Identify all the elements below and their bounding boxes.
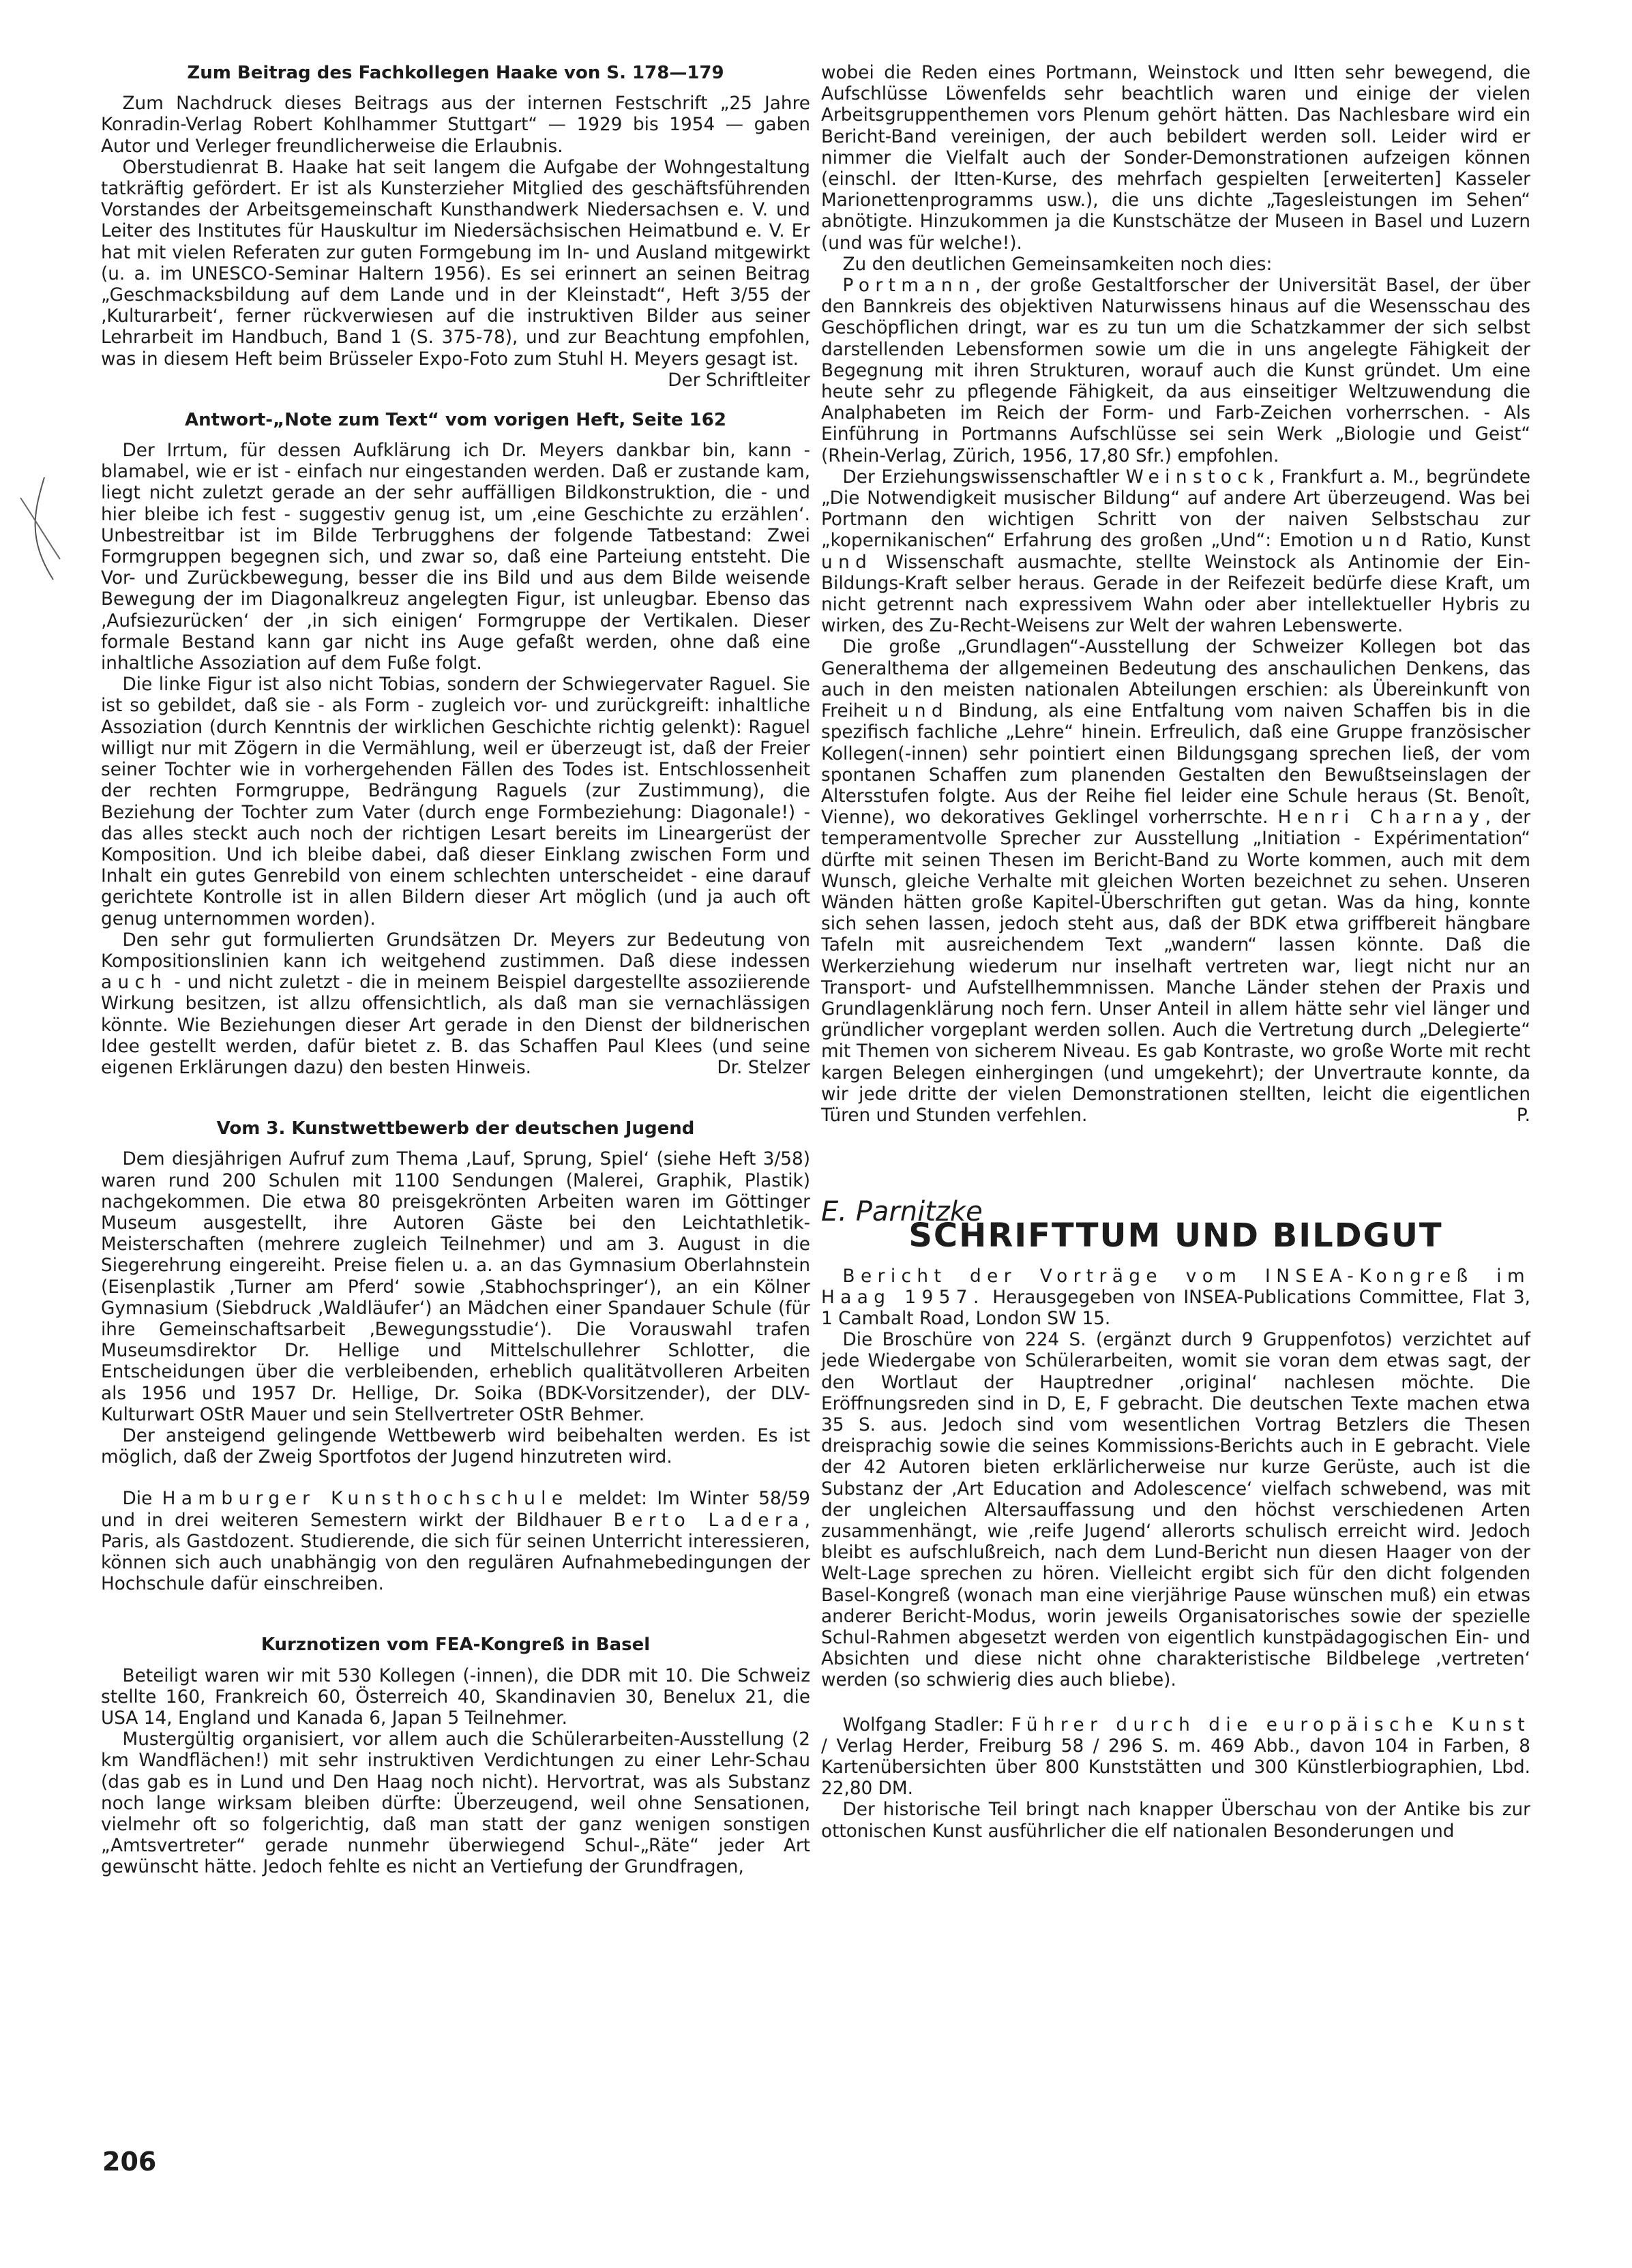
text-run: , Paris, als Gastdozent. Studierende, die sich für seinen Unterricht interessieren, können sich auch unabhängig von den regulären Aufnahmebedingungen der Hochschule dafür einschreiben. [101, 1510, 811, 1595]
section-kunstwettbewerb [101, 1118, 810, 1595]
paragraph [821, 1266, 1530, 1330]
text-run: - und nicht zuletzt - die in meinem Beispiel dargestellte assoziierende Wirkung besitzen, ist allzu offensichtlich, als daß man sie vernachlässigen könnte. Wie Beziehungen dieser Art gerade in den Dienst der bildnerischen Idee gestellt werden, dafür bietet z. B. das Schaffen Paul Klees (und seine eigenen Erklärungen dazu) den besten Hinweis. [101, 972, 810, 1078]
paragraph [821, 275, 1530, 467]
section-heading: Antwort-„Note zum Text“ vom vorigen Heft, Seite 162 [185, 409, 726, 430]
text-run: Die [122, 1489, 153, 1510]
emphasis-spaced: Portmann [842, 275, 976, 297]
emphasis-spaced: Führer durch die europäische Kunst [1011, 1714, 1530, 1735]
paragraph [821, 1715, 1530, 1800]
paragraph: Zu den deutlichen Gemeinsamkeiten noch dies: [842, 254, 1273, 275]
section-haake [101, 63, 810, 391]
text-run: , der temperamentvolle Sprecher zur Ausstellung „Initiation - Expérimentation“ dürfte mit seinen Thesen im Bericht-Band zu Worte kommen, auch mit dem Wunsch, gleiche Verhalte mit gleichen Worten bezeichnet zu sehen. Unseren Wänden hätten große Kapitel-Überschriften gut getan. Was da hing, konnte sich sehen lassen, jedoch steht aus, daß der BDK etwa griffbereit hängbare Tafeln mit ausreichendem Text „wandern“ lassen könnte. Daß die Werkerziehung wiederum nur inselhaft vertreten war, liegt nicht nur an Transport- und Aufstellhemmnissen. Manche Länder stehen der Praxis und Grundlagenklärung noch fern. Unser Anteil in allem hätte sehr viel länger und gründlicher vorgeplant werden sollen. Auch die Vertretung durch „Delegierte“ mit Themen von sicherem Niveau. Es gab Kontraste, wo große Worte mit recht kargen Belegen einhergingen (und umgekehrt); der Unvertraute konnte, da wir jede dritte der vielen Demonstrationen stellten, leicht die eigentlichen Türen und Stunden verfehlen. [821, 807, 1531, 1126]
section-fea-kongress [101, 1635, 810, 1878]
author-name: E. Parnitzke [821, 1196, 983, 1228]
paragraph [101, 157, 810, 391]
text-run: Wissenschaft ausmachte, stellte Weinstock als Antinomie der Ein-Bildungs-Kraft selber heraus. Gerade in der Reifezeit bedürfe diese Kraft, um nicht getrennt nach expressivem Wahn oder aber intellektueller Hybris zu wirken, des Zu-Recht-Weisens zur Welt der wahren Lebenswerte. [821, 552, 1530, 637]
paragraph [821, 637, 1530, 1126]
section-heading: Kurznotizen vom FEA-Kongreß in Basel [261, 1635, 651, 1656]
paragraph: Mustergültig organisiert, vor allem auch die Schülerarbeiten-Ausstellung (2 km Wandflächen!) mit sehr instruktiven Verdichtungen zu einer Lehr-Schau (das gab es in Lund und Den Haag noch nicht). Hervortrat, was als Substanz noch lange wirksam bleiben dürfte: Überzeugend, weil ohne Sensationen, vielmehr oft so folgerichtig, daß man statt der ganz wenigen sonstigen „Amtsvertreter“ gerade nunmehr überwiegend Schul-„Räte“ jeder Art gewünscht hätte. Jedoch fehlte es nicht an Vertiefung der Grundfragen, [101, 1729, 810, 1878]
right-column [821, 63, 1530, 1842]
text-run: Die große „Grundlagen“-Ausstellung der Schweizer Kollegen bot das Generalthema der allgemeinen Bedeutung des anschaulichen Denkens, das auch in den meisten nationalen Abteilungen erschien: als Übereinkunft von Freiheit [821, 637, 1530, 722]
text-run: Ratio, Kunst [1421, 531, 1531, 552]
paragraph: wobei die Reden eines Portmann, Weinstock und Itten sehr bewegend, die Aufschlüsse Löwenfelds sehr beachtlich waren und einige der vielen Arbeitsgruppenthemen vors Plenum gehört hätten. Das Nachlesbare wird ein Bericht-Band vereinigen, der auch bebildert werden soll. Leider wird er nimmer die Vielfalt auch der Sonder-Demonstrationen aufzeigen können (einschl. der Itten-Kurse, des mehrfach gespielten [erweiterten] Kasseler Marionettenprogramms usw.), die uns dichte „Tagesleistungen im Sehen“ abnötigte. Hinzukommen ja die Kunstschätze der Museen in Basel und Luzern (und was für welche!). [821, 63, 1530, 254]
paragraph: Die Broschüre von 224 S. (ergänzt durch 9 Gruppenfotos) verzichtet auf jede Wiedergabe von Schülerarbeiten, womit sie voran dem etwas sagt, der den Wortlaut der Hauptredner ‚original‘ nachlesen möchte. Die Eröffnungsreden sind in D, E, F gebracht. Die deutschen Texte machen etwa 35 S. aus. Jedoch sind vom wesentlichen Vortrag Betzlers die Thesen dreisprachig sowie die seines Kommissions-Berichts auch in E gebracht. Viele der 42 Autoren bieten erklärlicherweise nur kurze Gerüste, auch ist die Substanz der ‚Art Education and Adolescence‘ vielfach schwebend, was mit der ungleichen Altersauffassung und den höchst verschiedenen Arten zusammenhängt, wie ‚reife Jugend‘ allerorts schulisch erreicht wird. Jedoch bleibt es aufschlußreich, nach dem Lund-Bericht nun diesen Haager von der Welt-Lage sprechen zu hören. Vielleicht ergibt sich für den dicht folgenden Basel-Kongreß (wonach man eine vierjährige Pause wünschen muß) ein etwas anderer Bericht-Modus, worin jeweils Organisatorisches sowie der spezielle Schul-Rahmen abgesetzt werden von eigentlich kunstpädagogischen Ein- und Absichten und diese nicht ohne charakteristische Bildbelege ‚vertreten‘ werden (so schwierig dies auch bliebe). [821, 1330, 1530, 1691]
text-run: Der Erziehungswissenschaftler [842, 466, 1119, 488]
text-run: / Verlag Herder, Freiburg 58 / 296 S. m. 469 Abb., davon 104 in Farben, 8 Kartenübersichten über 800 Kunststätten und 300 Künstlerbiographien, Lbd. 22,80 DM. [821, 1735, 1530, 1800]
emphasis-spaced: Hamburger Kunsthochschule [162, 1489, 569, 1510]
emphasis-spaced: und [1361, 531, 1413, 552]
section-title: SCHRIFTTUM UND BILDGUT [908, 1217, 1443, 1255]
text-run: meldet: Im Winter 58/59 und in drei weiteren Semestern wirkt der Bildhauer [101, 1489, 811, 1531]
paragraph: Dem diesjährigen Aufruf zum Thema ‚Lauf, Sprung, Spiel‘ (siehe Heft 3/58) waren rund 200 Schulen mit 1100 Sendungen (Malerei, Graphik, Plastik) nachgekommen. Die etwa 80 preisgekrönten Arbeiten waren im Göttinger Museum ausgestellt, ihre Autoren Gäste bei den Leichtathletik-Meisterschaften (mehrere zugleich Teilnehmer) und am 3. August in die Siegerehrung eingereiht. Preise fielen u. a. an das Gymnasium Oberlahnstein (Eisenplastik ‚Turner am Pferd‘ sowie ‚Stabhochspringer‘), an ein Kölner Gymnasium (Siebdruck ‚Waldläufer‘) an Mädchen einer Spandauer Schule (für ihre Gemeinschaftsarbeit ‚Bewegungsstudie‘). Die Vorauswahl trafen Museumsdirektor Dr. Hellige und Mittelschullehrer Schlotter, die Entscheidungen über die verbleibenden, erheblich qualitätvolleren Arbeiten als 1956 und 1957 Dr. Hellige, Dr. Soika (BDK-Vorsitzender), der DLV-Kulturwart OStR Mauer und sein Stellvertreter OStR Behmer. [101, 1149, 810, 1425]
paragraph: Zum Nachdruck dieses Beitrags aus der internen Festschrift „25 Jahre Konradin-Verlag Robert Kohlhammer Stuttgart“ — 1929 bis 1954 — gaben Autor und Verleger freundlicherweise die Erlaubnis. [101, 93, 810, 157]
text-run: , der große Gestaltforscher der Universität Basel, der über den Bannkreis des objektiven Naturwissens hinaus auf die Wesensschau des Geschöpflichen dringt, war es zu tun um die Schatzkammer der sich selbst darstellenden Lebensformen sowie um die in uns angelegte Fähigkeit der Begegnung mit ihren Strukturen, worauf auch die Kunst gründet. Um eine heute sehr zu pflegende Fähigkeit, da aus einseitiger Weltzuwendung die Analphabeten im Reich der Form- und Farb-Zeichen vorherrschen. - Als Einführung in Portmanns Aufschlüsse sei sein Werk „Biologie und Geist“ (Rhein-Verlag, Zürich, 1956, 17,80 Sfr.) empfohlen. [821, 275, 1530, 466]
text-run: , Frankfurt a. M., begründete „Die Notwendigkeit musischer Bildung“ auf andere Art überzeugend. Was bei Portmann den wichtigen Schritt von der naiven Selbstschau zur „kopernikanischen“ Erfahrung des großen „Und“: Emotion [821, 466, 1531, 552]
page-number: 206 [102, 2147, 157, 2177]
emphasis-spaced: Bericht der Vorträge vom INSEA-Kongreß im Haag 1957. [821, 1266, 1530, 1308]
text-run: Bindung, als eine Entfaltung vom naiven Schaffen bis in die spezifisch fachliche „Lehre“ hinein. Erfreulich, daß eine Gruppe französischer Kollegen(-innen) sehr pointiert einen Bildungsgang sprechen ließ, der vom spontanen Schaffen zum planenden Gestalten den Bewußtseinslagen der Altersstufen folgte. Aus der Reihe fiel leider eine Schule heraus (St. Benoît, Vienne), wo dekoratives Geklingel vorherrschte. [821, 701, 1531, 829]
emphasis-spaced: Weinstock [1125, 466, 1269, 488]
signature: P. [1516, 1105, 1530, 1126]
text-run: Den sehr gut formulierten Grundsätzen Dr. Meyers zur Bedeutung von Kompositionslinien kann ich weitgehend zustimmen. Daß diese indessen [101, 929, 810, 972]
left-column [101, 63, 810, 1879]
signature: Dr. Stelzer [717, 1057, 810, 1078]
section-heading: Zum Beitrag des Fachkollegen Haake von S. 178—179 [187, 63, 724, 83]
section-heading: Vom 3. Kunstwettbewerb der deutschen Jugend [216, 1118, 695, 1139]
signature: Der Schriftleiter [668, 370, 810, 391]
emphasis-spaced: Henri Charnay [1277, 807, 1485, 829]
paragraph: Der ansteigend gelingende Wettbewerb wird beibehalten werden. Es ist möglich, daß der Zweig Sportfotos der Jugend hinzutreten wird. [101, 1425, 810, 1468]
paragraph: Beteiligt waren wir mit 530 Kollegen (-innen), die DDR mit 10. Die Schweiz stellte 160, Frankreich 60, Österreich 40, Skandinavien 30, Benelux 21, die USA 14, England und Kanada 6, Japan 5 Teilnehmer. [101, 1665, 810, 1729]
emphasis-spaced: und [897, 701, 949, 722]
paragraph [101, 930, 810, 1079]
paragraph [821, 467, 1530, 638]
emphasis-spaced: und [821, 552, 873, 573]
text-run: Herausgegeben von INSEA-Publications Committee, Flat 3, 1 Cambalt Road, London SW 15. [821, 1287, 1531, 1329]
text-run: Wolfgang Stadler: [842, 1714, 1004, 1735]
section-antwort [101, 410, 810, 1079]
paragraph-text: Oberstudienrat B. Haake hat seit langem die Aufgabe der Wohngestaltung tatkräftig gefördert. Er ist als Kunsterzieher Mitglied des geschäftsführenden Vorstandes der Arbeitsgemeinschaft Kunsthandwerk Niedersachsen e. V. und Leiter des Institutes für Hauskultur im Niedersächsischen Heimatbund e. V. Er hat mit vielen Referaten zur guten Formgebung im In- und Ausland mitgewirkt (u. a. im UNESCO-Seminar Haltern 1956). Es sei erinnert an seinen Beitrag „Geschmacksbildung auf dem Lande und in der Kleinstadt“, Heft 3/55 der ‚Kulturarbeit‘, ferner rückverwiesen auf die instruktiven Bilder aus seiner Lehrarbeit im Handbuch, Band 1 (S. 375-78), und zur Beachtung empfohlen, was in diesem Heft beim Brüsseler Expo-Foto zum Stuhl H. Meyers gesagt ist. [101, 157, 810, 370]
paragraph: Der historische Teil bringt nach knapper Überschau von der Antike bis zur ottonischen Kunst ausführlicher die elf nationalen Besonderungen und [821, 1800, 1530, 1842]
paragraph: Der Irrtum, für dessen Aufklärung ich Dr. Meyers dankbar bin, kann - blamabel, wie er ist - einfach nur eingestanden werden. Daß er zustande kam, liegt nicht zuletzt gerade an der sehr auffälligen Bildkonstruktion, die - und hier bleibe ich fest - suggestiv genug ist, um ‚eine Geschichte zu erzählen‘. Unbestreitbar ist im Bilde Terbrugghens der folgende Tatbestand: Zwei Formgruppen begegnen sich, und zwar so, daß eine Parteiung entsteht. Die Vor- und Zurückbewegung, besser die ins Bild und aus dem Bilde weisende Bewegung der im Diagonalkreuz angelegten Figur, ist unleugbar. Ebenso das ‚Aufsiezurücken‘ der ‚in sich einigen‘ Formgruppe der Vertikalen. Dieser formale Bestand kann gar nicht ins Auge gefaßt werden, ohne daß eine inhaltliche Assoziation auf dem Fuße folgt. [101, 441, 810, 674]
paragraph [101, 1489, 810, 1595]
paragraph: Die linke Figur ist also nicht Tobias, sondern der Schwiegervater Raguel. Sie ist so gebildet, daß sie - als Form - zugleich vor- und zurückgreift: inhaltliche Assoziation (durch Kenntnis der wirklichen Geschichte richtig gelenkt): Raguel willigt nur mit Zögern in die Vermählung, weil er überzeugt ist, daß der Freier seiner Tochter wie in vorhergehenden Fällen des Todes ist. Entschlossenheit der rechten Formgruppe, Bedrängung Raguels (zur Zustimmung), die Beziehung der Tochter zum Vater (durch enge Formbeziehung: Diagonale!) - das alles steckt auch noch der richtigen Lesart bereits im Lineargerüst der Komposition. Und ich bleibe dabei, daß dieser Einklang zwischen Form und Inhalt ein gutes Genrebild von einem schlechten unterscheidet - eine darauf gerichtete Kontrolle ist in allen Bildern dieser Art möglich (und ja auch oft genug unternommen worden). [101, 674, 810, 929]
pencil-mark [7, 471, 68, 586]
emphasis-spaced: auch [101, 972, 168, 994]
emphasis-spaced: Berto Ladera [613, 1510, 805, 1531]
